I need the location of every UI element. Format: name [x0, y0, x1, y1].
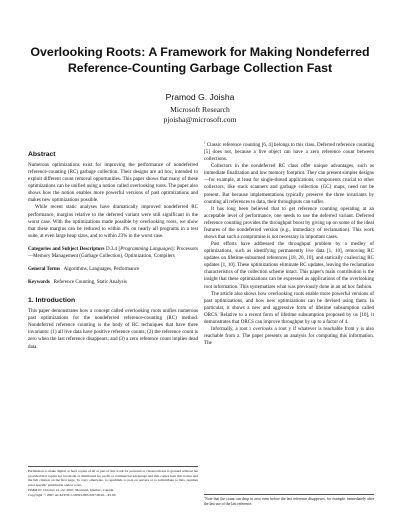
- intro-paragraph-2: Collectors in the nondeferred RC class offer unique advantages, such as immediate finalization and low memory footprint. They can present simpler designs—for example, at least for single-thread applications, components crucial to other collectors, like stack scanners and garbage collection (GC) maps, need not be present. But because implementations typically preserve the three invariants by counting all references to data, their throughputs can suffer.: [204, 163, 374, 205]
- intro-paragraph-1-tail: Classic reference counting [6, 4] belongs to this class. Deferred reference counting [5] does not, because a live object can have a zero reference count between collections.: [204, 142, 374, 163]
- general-terms: Algorithms, Languages, Performance: [63, 266, 140, 273]
- intro-paragraph-1-continued: [204, 142, 374, 163]
- categories-line: [28, 246, 198, 260]
- intro-paragraph-6-pre: Informally, a root r: [211, 326, 253, 333]
- abstract-paragraph-1: Numerous optimizations exist for improving the performance of nondeferred reference-counting (RC) garbage collection. Their designs are ad hoc, intended to exploit different count removal opportunities. This paper shows that many of these optimizations can be unified using a notion called overlooking roots. The paper also shows how the notion enables more powerful versions of past optimizations and makes new optimizations possible.: [28, 162, 198, 204]
- title-line-2: Reference-Counting Garbage Collection Fast: [67, 61, 333, 75]
- left-column: [28, 142, 198, 351]
- abstract-paragraph-2: While recent static analyses have dramatically improved nondeferred RC performance, margins relative to the deferred variant were still significant in the worst case. With the optimizations made possible by overlooking roots, we show that these margins can be reduced to within 4% on nearly all programs in a test suite, at even large heap sizes, and to within 23% in the worst case.: [28, 204, 198, 239]
- footnote-number: 1: [204, 496, 206, 499]
- footnote-emphasis-disappears: disappears: [308, 497, 325, 501]
- author-block: [0, 92, 400, 125]
- footnote: [204, 494, 374, 507]
- general-terms-line: [28, 266, 198, 273]
- title-line-1: Overlooking Roots: A Framework for Making Nondeferred: [30, 45, 370, 59]
- footnote-text-mid: to zero even before the last reference: [249, 497, 309, 501]
- categories-emphasis: Programming Languages: [120, 245, 172, 252]
- author-name: Pramod G. Joisha: [165, 92, 235, 102]
- paper-title: [20, 44, 380, 76]
- footnote-marker: 1: [204, 140, 206, 145]
- keywords-label: Keywords: [28, 279, 50, 286]
- footnote-text-pre: Note that the count can: [205, 497, 243, 501]
- intro-paragraph-3: It has long been believed that to get reference counting operating at an acceptable level of performance, one needs to use the deferred variant. Deferred reference counting provides the throughput boost by giving up on some of the ideal features of the nondeferred version (e.g., immediacy of reclamation). This work shows that such a compromise is not necessary in important cases.: [204, 205, 374, 241]
- author-email: pjoisha@microsoft.com: [163, 115, 237, 124]
- copyright-line: Copyright © 2007 ACM 978-1-59593-893-0/07/0010... $5.00: [28, 492, 116, 497]
- keywords: Reference Counting, Static Analysis: [53, 279, 127, 286]
- intro-paragraph-5: The article also shows how overlooking roots enable more powerful versions of past optimizations, and how new optimizations can be devised using them. In particular, it shows a new and aggressive form of lifetime subsumption called ORCS. Relative to a recent form of lifetime subsumption proposed by us [10], it demonstrates that ORCS can improve throughput by up to a factor of 4.: [204, 290, 374, 325]
- intro-paragraph-6-post: a root y if whatever is reachable from y is also reachable from z. The paper presents an analysis for computing this information. The: [204, 326, 374, 347]
- introduction-heading: 1. Introduction: [28, 297, 76, 305]
- keywords-line: [28, 279, 198, 286]
- footnote-text-post: , for example, immediately after the last use of the last reference.: [204, 497, 375, 506]
- footnote-emphasis-drop: drop: [242, 497, 250, 501]
- author-affiliation: Microsoft Research: [170, 105, 230, 114]
- permission-notice: [28, 466, 198, 498]
- intro-paragraph-1: This paper demonstrates how a concept called overlooking roots unifies numerous past optimizations for the nondeferred reference-counting (RC) method. Nondeferred reference counting is the body of RC techniques that have three invariants: (1) all live data have positive reference counts; (2) the reference count is zero when the last reference disappears; and (3) a zero reference count implies dead data.: [28, 308, 198, 350]
- venue-line: ISMM'07, October 21–22, 2007, Montréal, Québec, Canada.: [28, 488, 115, 493]
- general-terms-label: General Terms: [28, 266, 61, 273]
- abstract-heading: Abstract: [28, 151, 56, 158]
- right-column: [204, 142, 374, 347]
- intro-paragraph-6-emphasis: overlooks: [252, 326, 273, 333]
- intro-paragraph-6: [204, 326, 374, 347]
- permission-text: Permission to make digital or hard copies of all or part of this work for personal or classroom use is granted without fee provided that copies are not made or distributed for profit or commercial advantage and that copies bear this notice and the full citation on the first page. To copy otherwise, to republish, to post on servers or to redistribute to lists, requires prior specific permission and/or a fee.: [28, 469, 198, 487]
- categories-label: Categories and Subject Descriptors: [28, 245, 105, 252]
- categories-post: ]: Processors—Memory Management (Garbage Collection), Optimization, Compilers: [28, 245, 198, 259]
- intro-paragraph-4: Past efforts have addressed the throughput problem by a medley of optimizations, such as identifying permanently live data [1, 10], removing RC updates on lifetime-subsumed references [18, 20, 10], and statically coalescing RC updates [1, 10]. These optimizations eliminate RC updates, leaving the reclamation characteristics of the collection scheme intact. This paper's main contribution is the insight that these optimizations can be expressed as applications of the overlooking root information. This systematizes what was previously done in an ad hoc fashion.: [204, 241, 374, 290]
- categories-pre: D.3.4 [: [105, 245, 121, 252]
